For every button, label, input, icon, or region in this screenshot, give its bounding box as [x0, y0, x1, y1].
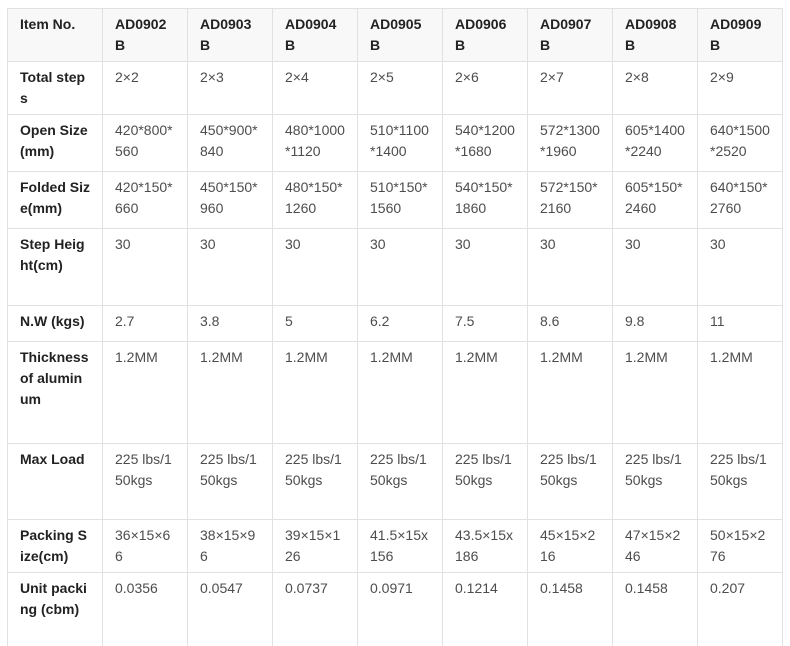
- cell: 2×3: [188, 62, 273, 115]
- cell: 9.8: [613, 306, 698, 342]
- row-label: Unit packing (cbm): [8, 573, 103, 646]
- cell: 47×15×246: [613, 520, 698, 573]
- cell: 480*150*1260: [273, 172, 358, 229]
- cell: 450*900*840: [188, 115, 273, 172]
- cell: 450*150*960: [188, 172, 273, 229]
- cell: 0.0547: [188, 573, 273, 646]
- cell: 2×9: [698, 62, 783, 115]
- cell: 0.1458: [528, 573, 613, 646]
- cell: 30: [613, 229, 698, 306]
- cell: 1.2MM: [103, 342, 188, 444]
- corner-header-item-no: Item No.: [8, 9, 103, 62]
- table-row: [8, 444, 783, 520]
- table-row: [8, 306, 783, 342]
- cell: 1.2MM: [528, 342, 613, 444]
- cell: 640*1500*2520: [698, 115, 783, 172]
- cell: 30: [103, 229, 188, 306]
- row-label: Thickness of aluminum: [8, 342, 103, 444]
- cell: 480*1000*1120: [273, 115, 358, 172]
- cell: 2×6: [443, 62, 528, 115]
- cell: 2.7: [103, 306, 188, 342]
- cell: 36×15×66: [103, 520, 188, 573]
- cell: 225 lbs/150kgs: [443, 444, 528, 520]
- cell: 572*150*2160: [528, 172, 613, 229]
- table-row: [8, 172, 783, 229]
- cell: 0.1214: [443, 573, 528, 646]
- cell: 2×8: [613, 62, 698, 115]
- cell: 225 lbs/150kgs: [273, 444, 358, 520]
- column-header: AD0907B: [528, 9, 613, 62]
- table-row: [8, 573, 783, 646]
- table-body: [8, 62, 783, 646]
- cell: 605*1400*2240: [613, 115, 698, 172]
- cell: 8.6: [528, 306, 613, 342]
- column-header: AD0909B: [698, 9, 783, 62]
- cell: 540*1200*1680: [443, 115, 528, 172]
- cell: 1.2MM: [698, 342, 783, 444]
- cell: 510*1100*1400: [358, 115, 443, 172]
- cell: 30: [188, 229, 273, 306]
- cell: 30: [443, 229, 528, 306]
- cell: 45×15×216: [528, 520, 613, 573]
- cell: 572*1300*1960: [528, 115, 613, 172]
- cell: 30: [528, 229, 613, 306]
- table-row: [8, 229, 783, 306]
- cell: 0.1458: [613, 573, 698, 646]
- cell: 540*150*1860: [443, 172, 528, 229]
- cell: 2×4: [273, 62, 358, 115]
- column-header: AD0904B: [273, 9, 358, 62]
- cell: 1.2MM: [273, 342, 358, 444]
- column-header: AD0902B: [103, 9, 188, 62]
- cell: 225 lbs/150kgs: [528, 444, 613, 520]
- cell: 510*150*1560: [358, 172, 443, 229]
- row-label: Total steps: [8, 62, 103, 115]
- header-row: [8, 9, 783, 62]
- cell: 43.5×15x186: [443, 520, 528, 573]
- column-header: AD0903B: [188, 9, 273, 62]
- cell: 0.0737: [273, 573, 358, 646]
- cell: 640*150*2760: [698, 172, 783, 229]
- cell: 225 lbs/150kgs: [613, 444, 698, 520]
- cell: 420*800*560: [103, 115, 188, 172]
- row-label: Packing Size(cm): [8, 520, 103, 573]
- cell: 6.2: [358, 306, 443, 342]
- cell: 1.2MM: [358, 342, 443, 444]
- row-label: Open Size(mm): [8, 115, 103, 172]
- row-label: Max Load: [8, 444, 103, 520]
- cell: 1.2MM: [188, 342, 273, 444]
- column-header: AD0906B: [443, 9, 528, 62]
- table-header: [8, 9, 783, 62]
- table-row: [8, 342, 783, 444]
- cell: 30: [698, 229, 783, 306]
- cell: 11: [698, 306, 783, 342]
- table-row: [8, 62, 783, 115]
- cell: 420*150*660: [103, 172, 188, 229]
- table-row: [8, 115, 783, 172]
- cell: 41.5×15x156: [358, 520, 443, 573]
- cell: 2×7: [528, 62, 613, 115]
- cell: 2×5: [358, 62, 443, 115]
- row-label: Step Height(cm): [8, 229, 103, 306]
- cell: 1.2MM: [443, 342, 528, 444]
- cell: 30: [358, 229, 443, 306]
- row-label: N.W (kgs): [8, 306, 103, 342]
- cell: 7.5: [443, 306, 528, 342]
- cell: 225 lbs/150kgs: [698, 444, 783, 520]
- column-header: AD0908B: [613, 9, 698, 62]
- cell: 0.0971: [358, 573, 443, 646]
- row-label: Folded Size(mm): [8, 172, 103, 229]
- cell: 3.8: [188, 306, 273, 342]
- cell: 605*150*2460: [613, 172, 698, 229]
- column-header: AD0905B: [358, 9, 443, 62]
- cell: 2×2: [103, 62, 188, 115]
- cell: 225 lbs/150kgs: [103, 444, 188, 520]
- cell: 0.207: [698, 573, 783, 646]
- cell: 38×15×96: [188, 520, 273, 573]
- cell: 225 lbs/150kgs: [358, 444, 443, 520]
- cell: 5: [273, 306, 358, 342]
- table-row: [8, 520, 783, 573]
- cell: 50×15×276: [698, 520, 783, 573]
- cell: 0.0356: [103, 573, 188, 646]
- cell: 1.2MM: [613, 342, 698, 444]
- cell: 225 lbs/150kgs: [188, 444, 273, 520]
- cell: 30: [273, 229, 358, 306]
- cell: 39×15×126: [273, 520, 358, 573]
- product-spec-table: [7, 8, 783, 646]
